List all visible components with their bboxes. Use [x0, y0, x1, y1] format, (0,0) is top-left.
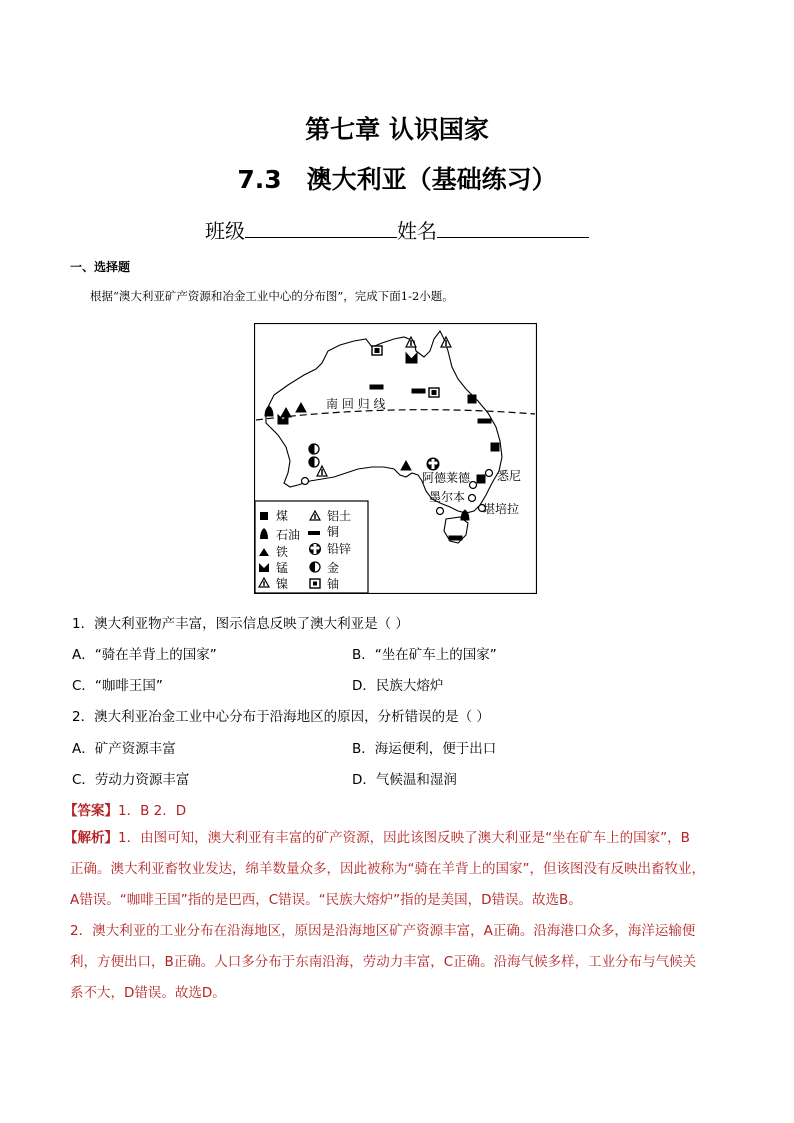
answer-label: 【答案】 [64, 803, 118, 819]
city-label-canberra: 堪培拉 [483, 502, 520, 516]
legend-label-oil: 石油 [276, 528, 301, 542]
section-title: 一、选择题 [70, 260, 131, 274]
question-2-option-d[interactable]: D．气候温和湿润 [352, 772, 457, 788]
copper-icon [370, 385, 383, 389]
tropic-label: 南 回 归 线 [326, 397, 386, 411]
coal-icon [491, 443, 499, 451]
analysis-line-4: 2．澳大利亚的工业分布在沿海地区，原因是沿海地区矿产资源丰富，A正确。沿海港口众多，海洋运输便 [70, 923, 696, 939]
legend-label-iron: 铁 [276, 545, 289, 559]
analysis-text-1: 1．由图可知，澳大利亚有丰富的矿产资源，因此该图反映了澳大利亚是“坐在矿车上的国家”，B [118, 830, 690, 846]
map-legend [255, 501, 368, 593]
analysis-line-2: 正确。澳大利亚畜牧业发达，绵羊数量众多，因此被称为“骑在羊背上的国家”，但该图没有反映出畜牧业， [70, 861, 705, 877]
port-marker [437, 508, 444, 515]
question-1-stem: 1．澳大利亚物产丰富，图示信息反映了澳大利亚是（ ） [72, 616, 409, 632]
analysis-label: 【解析】 [64, 830, 118, 846]
uranium-icon [310, 579, 320, 588]
adelaide-marker [470, 482, 477, 489]
question-1-option-d[interactable]: D．民族大熔炉 [352, 678, 444, 694]
uranium-icon [372, 346, 382, 355]
coal-icon [477, 475, 485, 483]
analysis-line-3: A错误。“咖啡王国”指的是巴西，C错误。“民族大熔炉”指的是美国，D错误。故选B。 [70, 892, 582, 908]
legend-label-nickel: 镍 [276, 577, 289, 591]
legend-label-gold: 金 [327, 561, 340, 575]
copper-icon [308, 531, 320, 535]
question-1-option-b[interactable]: B．“坐在矿车上的国家” [352, 647, 497, 663]
name-label: 姓名 [397, 219, 437, 243]
class-label: 班级 [205, 219, 245, 243]
legend-label-coal: 煤 [276, 509, 289, 523]
melbourne-marker [469, 495, 476, 502]
copper-icon [478, 419, 491, 423]
question-1-option-a[interactable]: A．“骑在羊背上的国家” [72, 647, 217, 663]
chapter-title: 第七章 认识国家 [305, 115, 489, 144]
gold-icon [310, 562, 320, 572]
lead-zinc-icon [309, 543, 321, 555]
answer-text: 1．B 2．D [118, 803, 187, 819]
class-name-line [0, 215, 794, 244]
city-label-melbourne: 墨尔本 [429, 490, 466, 504]
coal-icon [468, 395, 476, 403]
australia-mineral-map [254, 323, 537, 594]
question-2-stem: 2．澳大利亚冶金工业中心分布于沿海地区的原因，分析错误的是（ ） [72, 709, 490, 725]
class-blank[interactable] [245, 219, 397, 238]
question-2-option-b[interactable]: B．海运便利，便于出口 [352, 741, 497, 757]
analysis-line-5: 利，方便出口，B正确。人口多分布于东南沿海，劳动力丰富，C正确。沿海气候多样，工业分布与气候关 [70, 954, 697, 970]
question-2-option-a[interactable]: A．矿产资源丰富 [72, 741, 176, 757]
lead-zinc-icon [427, 458, 439, 470]
city-label-sydney: 悉尼 [497, 469, 522, 483]
lesson-title: 7.3 澳大利亚（基础练习） [237, 165, 557, 194]
sydney-marker [486, 470, 493, 477]
copper-icon [412, 389, 425, 393]
analysis-block [64, 823, 730, 1009]
legend-label-uranium: 铀 [327, 577, 340, 591]
question-1-option-c[interactable]: C．“咖啡王国” [72, 678, 163, 694]
legend-label-lead-zinc: 铅锌 [327, 542, 352, 556]
legend-label-manganese: 锰 [276, 561, 289, 575]
answer-line [64, 799, 186, 819]
gold-icon [309, 444, 319, 454]
coal-icon [260, 512, 268, 520]
city-label-adelaide: 阿德莱德 [422, 471, 471, 485]
analysis-line-1 [64, 823, 730, 854]
legend-label-copper: 铜 [327, 525, 340, 539]
copper-icon [449, 536, 462, 540]
question-2-option-c[interactable]: C．劳动力资源丰富 [72, 772, 190, 788]
name-blank[interactable] [437, 219, 589, 238]
question-intro: 根据“澳大利亚矿产资源和冶金工业中心的分布图”，完成下面1-2小题。 [90, 289, 454, 303]
gold-icon [309, 457, 319, 467]
legend-label-bauxite: 铝土 [327, 509, 352, 523]
perth-marker [302, 478, 309, 485]
analysis-line-6: 系不大，D错误。故选D。 [70, 985, 226, 1001]
uranium-icon [429, 388, 439, 397]
